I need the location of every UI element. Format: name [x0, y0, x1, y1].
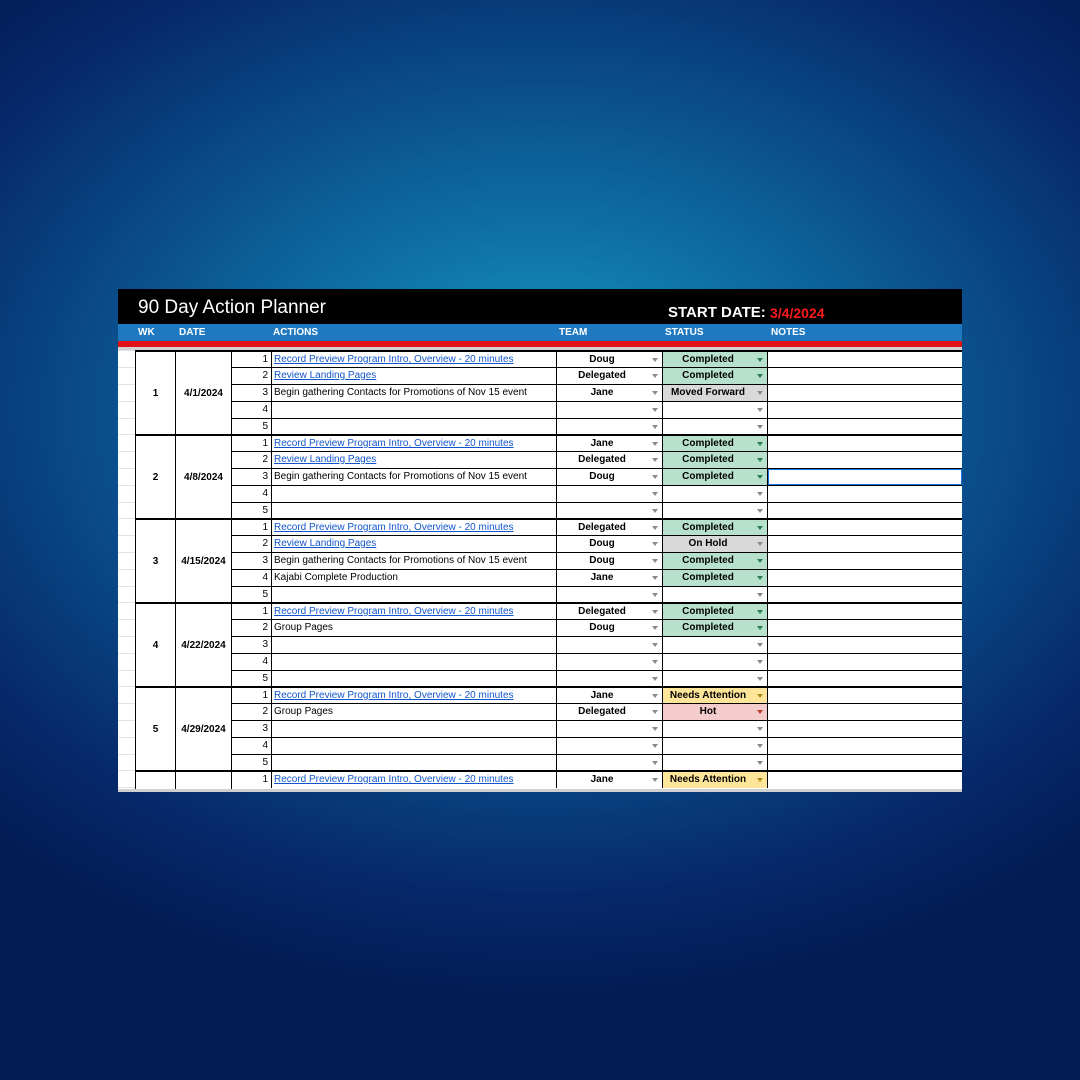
week-number: 5	[152, 724, 159, 735]
status-value: Completed	[682, 354, 734, 365]
status-dropdown[interactable]	[662, 704, 768, 720]
week-date: 4/1/2024	[184, 388, 223, 399]
action-link[interactable]: Review Landing Pages	[274, 370, 377, 381]
notes-cell[interactable]	[768, 637, 962, 653]
status-dropdown[interactable]	[662, 402, 768, 418]
notes-cell[interactable]	[768, 520, 962, 536]
status-dropdown[interactable]	[662, 755, 768, 771]
dropdown-arrow-icon[interactable]	[652, 761, 658, 765]
dropdown-arrow-icon[interactable]	[757, 694, 763, 698]
action-cell[interactable]: Group Pages	[274, 706, 333, 717]
action-number: 3	[232, 721, 272, 737]
table-row	[232, 350, 962, 367]
action-link[interactable]: Record Preview Program Intro, Overview - 20 minutes	[274, 522, 514, 533]
notes-cell[interactable]	[768, 671, 962, 687]
team-value: Jane	[590, 774, 614, 785]
notes-cell[interactable]	[768, 553, 962, 569]
dropdown-arrow-icon[interactable]	[652, 778, 658, 782]
team-dropdown[interactable]	[556, 570, 662, 586]
table-row	[232, 518, 962, 535]
status-dropdown[interactable]	[662, 520, 768, 536]
status-dropdown[interactable]	[662, 469, 768, 485]
notes-cell[interactable]	[768, 452, 962, 468]
status-value: Completed	[682, 471, 734, 482]
dropdown-arrow-icon[interactable]	[757, 643, 763, 647]
dropdown-arrow-icon[interactable]	[757, 626, 763, 630]
action-number: 2	[232, 620, 272, 636]
table-row	[232, 485, 962, 502]
dropdown-arrow-icon[interactable]	[652, 694, 658, 698]
team-dropdown[interactable]	[556, 721, 662, 737]
table-row	[232, 451, 962, 468]
dropdown-arrow-icon[interactable]	[757, 509, 763, 513]
dropdown-arrow-icon[interactable]	[652, 458, 658, 462]
action-number: 3	[232, 469, 272, 485]
notes-cell[interactable]	[768, 402, 962, 418]
action-number: 5	[232, 503, 272, 519]
action-number: 5	[232, 419, 272, 435]
team-dropdown[interactable]	[556, 637, 662, 653]
notes-cell[interactable]	[768, 536, 962, 552]
team-dropdown[interactable]	[556, 385, 662, 401]
notes-cell[interactable]	[768, 419, 962, 435]
status-dropdown[interactable]	[662, 772, 768, 788]
action-number: 1	[232, 436, 272, 452]
status-dropdown[interactable]	[662, 604, 768, 620]
action-number: 1	[232, 604, 272, 620]
dropdown-arrow-icon[interactable]	[652, 391, 658, 395]
action-cell[interactable]	[272, 738, 556, 754]
row-gutter	[118, 434, 135, 518]
action-cell[interactable]	[272, 637, 556, 653]
action-number: 4	[232, 486, 272, 502]
action-link[interactable]: Record Preview Program Intro, Overview - 20 minutes	[274, 354, 514, 365]
action-number: 3	[232, 637, 272, 653]
action-cell[interactable]: Group Pages	[274, 622, 333, 633]
team-dropdown[interactable]	[556, 604, 662, 620]
table-row	[232, 367, 962, 384]
table-row	[232, 754, 962, 771]
notes-cell[interactable]	[768, 654, 962, 670]
team-value: Jane	[590, 572, 614, 583]
week-date: 4/15/2024	[181, 556, 226, 567]
status-dropdown[interactable]	[662, 385, 768, 401]
spreadsheet	[118, 289, 962, 792]
week-date: 4/29/2024	[181, 724, 226, 735]
dropdown-arrow-icon[interactable]	[757, 458, 763, 462]
column-header-row	[118, 324, 962, 341]
column-header-notes: NOTES	[771, 327, 806, 338]
week-date-cell[interactable]	[176, 602, 232, 686]
status-value: Needs Attention	[669, 690, 747, 701]
notes-cell[interactable]	[768, 721, 962, 737]
dropdown-arrow-icon[interactable]	[652, 593, 658, 597]
dropdown-arrow-icon[interactable]	[652, 626, 658, 630]
status-dropdown[interactable]	[662, 368, 768, 384]
team-value: Doug	[589, 555, 615, 566]
action-cell[interactable]	[272, 419, 556, 435]
dropdown-arrow-icon[interactable]	[652, 710, 658, 714]
team-value: Jane	[590, 690, 614, 701]
row-gutter	[118, 350, 135, 434]
action-cell[interactable]	[272, 755, 556, 771]
action-link[interactable]: Record Preview Program Intro, Overview - 20 minutes	[274, 690, 514, 701]
notes-cell[interactable]	[768, 503, 962, 519]
action-cell[interactable]	[272, 721, 556, 737]
status-value: Completed	[682, 438, 734, 449]
dropdown-arrow-icon[interactable]	[757, 492, 763, 496]
table-row	[232, 686, 962, 703]
dropdown-arrow-icon[interactable]	[652, 408, 658, 412]
dropdown-arrow-icon[interactable]	[757, 610, 763, 614]
status-dropdown[interactable]	[662, 721, 768, 737]
column-header-team: TEAM	[559, 327, 588, 338]
week-number-cell[interactable]	[135, 602, 176, 686]
status-value: Completed	[682, 622, 734, 633]
dropdown-arrow-icon[interactable]	[757, 358, 763, 362]
table-row	[232, 468, 962, 485]
week-number: 4	[152, 640, 159, 651]
dropdown-arrow-icon[interactable]	[757, 576, 763, 580]
status-dropdown[interactable]	[662, 688, 768, 704]
team-dropdown[interactable]	[556, 436, 662, 452]
dropdown-arrow-icon[interactable]	[757, 425, 763, 429]
dropdown-arrow-icon[interactable]	[652, 542, 658, 546]
dropdown-arrow-icon[interactable]	[757, 761, 763, 765]
week-block	[118, 434, 962, 518]
week-number-cell[interactable]	[135, 518, 176, 602]
action-number: 1	[232, 772, 272, 788]
status-value: Completed	[682, 454, 734, 465]
table-row	[232, 434, 962, 451]
team-dropdown[interactable]	[556, 520, 662, 536]
team-value: Delegated	[578, 606, 626, 617]
dropdown-arrow-icon[interactable]	[652, 526, 658, 530]
action-cell[interactable]: Kajabi Complete Production	[274, 572, 398, 583]
team-dropdown[interactable]	[556, 671, 662, 687]
dropdown-arrow-icon[interactable]	[652, 610, 658, 614]
notes-cell[interactable]	[768, 352, 962, 368]
status-value: Completed	[682, 370, 734, 381]
dropdown-arrow-icon[interactable]	[757, 442, 763, 446]
planner-title: 90 Day Action Planner	[138, 297, 327, 318]
week-block	[118, 518, 962, 602]
table-row	[232, 384, 962, 401]
dropdown-arrow-icon[interactable]	[757, 374, 763, 378]
status-dropdown[interactable]	[662, 486, 768, 502]
action-number: 1	[232, 688, 272, 704]
column-header-status: STATUS	[665, 327, 704, 338]
action-number: 4	[232, 402, 272, 418]
start-date-value[interactable]: 3/4/2024	[770, 305, 825, 321]
action-number: 3	[232, 553, 272, 569]
dropdown-arrow-icon[interactable]	[652, 358, 658, 362]
team-dropdown[interactable]	[556, 352, 662, 368]
table-row	[232, 535, 962, 552]
action-number: 2	[232, 536, 272, 552]
action-cell[interactable]	[272, 402, 556, 418]
status-dropdown[interactable]	[662, 419, 768, 435]
team-value: Doug	[589, 471, 615, 482]
status-value: Completed	[682, 555, 734, 566]
action-cell[interactable]	[272, 654, 556, 670]
action-number: 2	[232, 368, 272, 384]
dropdown-arrow-icon[interactable]	[652, 660, 658, 664]
dropdown-arrow-icon[interactable]	[757, 778, 763, 782]
week-block	[118, 686, 962, 770]
action-number: 5	[232, 587, 272, 603]
team-value: Doug	[589, 354, 615, 365]
status-dropdown[interactable]	[662, 620, 768, 636]
team-value: Delegated	[578, 454, 626, 465]
status-value: Moved Forward	[671, 387, 745, 398]
action-number: 4	[232, 570, 272, 586]
week-date: 4/8/2024	[184, 472, 223, 483]
title-bar	[118, 289, 962, 324]
week-date: 4/22/2024	[181, 640, 226, 651]
team-value: Delegated	[578, 370, 626, 381]
status-dropdown[interactable]	[662, 553, 768, 569]
team-dropdown[interactable]	[556, 688, 662, 704]
status-value: Hot	[699, 706, 717, 717]
team-dropdown[interactable]	[556, 536, 662, 552]
table-row	[232, 670, 962, 687]
week-block	[118, 602, 962, 686]
action-cell[interactable]	[272, 587, 556, 603]
dropdown-arrow-icon[interactable]	[757, 677, 763, 681]
team-value: Jane	[590, 438, 614, 449]
action-number: 2	[232, 452, 272, 468]
table-row	[232, 770, 962, 787]
table-row	[232, 502, 962, 519]
notes-cell[interactable]	[768, 772, 962, 788]
dropdown-arrow-icon[interactable]	[652, 643, 658, 647]
action-number: 4	[232, 738, 272, 754]
action-number: 3	[232, 385, 272, 401]
dropdown-arrow-icon[interactable]	[757, 744, 763, 748]
team-dropdown[interactable]	[556, 553, 662, 569]
dropdown-arrow-icon[interactable]	[652, 492, 658, 496]
dropdown-arrow-icon[interactable]	[757, 542, 763, 546]
action-cell[interactable]	[272, 486, 556, 502]
table-row	[232, 619, 962, 636]
dropdown-arrow-icon[interactable]	[757, 660, 763, 664]
action-cell[interactable]: Begin gathering Contacts for Promotions of Nov 15 event	[274, 387, 527, 398]
table-row	[232, 569, 962, 586]
team-dropdown[interactable]	[556, 486, 662, 502]
action-number: 2	[232, 704, 272, 720]
notes-cell[interactable]	[768, 587, 962, 603]
table-row	[232, 552, 962, 569]
dropdown-arrow-icon[interactable]	[757, 593, 763, 597]
status-dropdown[interactable]	[662, 536, 768, 552]
action-link[interactable]: Review Landing Pages	[274, 454, 377, 465]
action-cell[interactable]: Begin gathering Contacts for Promotions of Nov 15 event	[274, 555, 527, 566]
status-value: On Hold	[688, 538, 728, 549]
sheet-bottom-edge	[118, 789, 962, 792]
table-row	[232, 586, 962, 603]
notes-cell[interactable]	[768, 688, 962, 704]
row-gutter	[118, 602, 135, 686]
team-dropdown[interactable]	[556, 587, 662, 603]
action-number: 4	[232, 654, 272, 670]
action-number: 1	[232, 520, 272, 536]
team-value: Jane	[590, 387, 614, 398]
team-dropdown[interactable]	[556, 368, 662, 384]
week-date-cell[interactable]	[176, 350, 232, 434]
dropdown-arrow-icon[interactable]	[652, 727, 658, 731]
table-row	[232, 418, 962, 435]
notes-cell[interactable]	[768, 738, 962, 754]
status-value: Completed	[682, 606, 734, 617]
dropdown-arrow-icon[interactable]	[652, 374, 658, 378]
week-number-cell[interactable]	[135, 434, 176, 518]
team-dropdown[interactable]	[556, 738, 662, 754]
row-gutter	[118, 686, 135, 770]
week-date-cell[interactable]	[176, 434, 232, 518]
team-dropdown[interactable]	[556, 452, 662, 468]
dropdown-arrow-icon[interactable]	[757, 408, 763, 412]
dropdown-arrow-icon[interactable]	[757, 391, 763, 395]
row-gutter	[118, 518, 135, 602]
week-number-cell[interactable]	[135, 686, 176, 770]
notes-cell[interactable]	[768, 704, 962, 720]
table-row	[232, 602, 962, 619]
action-cell[interactable]	[272, 503, 556, 519]
status-dropdown[interactable]	[662, 570, 768, 586]
notes-cell[interactable]	[768, 604, 962, 620]
team-value: Doug	[589, 538, 615, 549]
notes-cell[interactable]	[768, 385, 962, 401]
status-value: Completed	[682, 522, 734, 533]
week-block	[118, 350, 962, 434]
table-row	[232, 703, 962, 720]
team-dropdown[interactable]	[556, 419, 662, 435]
team-value: Doug	[589, 622, 615, 633]
dropdown-arrow-icon[interactable]	[652, 475, 658, 479]
notes-cell[interactable]	[768, 368, 962, 384]
status-dropdown[interactable]	[662, 436, 768, 452]
team-value: Delegated	[578, 706, 626, 717]
team-dropdown[interactable]	[556, 772, 662, 788]
status-dropdown[interactable]	[662, 654, 768, 670]
status-value: Completed	[682, 572, 734, 583]
table-row	[232, 636, 962, 653]
week-date-cell[interactable]	[176, 686, 232, 770]
dropdown-arrow-icon[interactable]	[757, 526, 763, 530]
team-dropdown[interactable]	[556, 503, 662, 519]
action-link[interactable]: Record Preview Program Intro, Overview - 20 minutes	[274, 606, 514, 617]
dropdown-arrow-icon[interactable]	[652, 576, 658, 580]
week-number: 2	[152, 472, 159, 483]
status-dropdown[interactable]	[662, 587, 768, 603]
column-header-actions: ACTIONS	[273, 327, 318, 338]
column-header-wk: WK	[138, 327, 155, 338]
action-number: 5	[232, 755, 272, 771]
table-row	[232, 737, 962, 754]
notes-cell[interactable]	[768, 755, 962, 771]
week-number: 3	[152, 556, 159, 567]
notes-cell[interactable]	[768, 469, 962, 485]
action-cell[interactable]	[272, 671, 556, 687]
action-cell[interactable]: Begin gathering Contacts for Promotions of Nov 15 event	[274, 471, 527, 482]
action-link[interactable]: Record Preview Program Intro, Overview - 20 minutes	[274, 774, 514, 785]
dropdown-arrow-icon[interactable]	[757, 710, 763, 714]
team-dropdown[interactable]	[556, 755, 662, 771]
status-dropdown[interactable]	[662, 738, 768, 754]
team-value: Delegated	[578, 522, 626, 533]
week-number: 1	[152, 388, 159, 399]
dropdown-arrow-icon[interactable]	[652, 677, 658, 681]
start-date-label: START DATE:	[668, 304, 766, 321]
status-dropdown[interactable]	[662, 503, 768, 519]
notes-cell[interactable]	[768, 436, 962, 452]
action-link[interactable]: Record Preview Program Intro, Overview - 20 minutes	[274, 438, 514, 449]
dropdown-arrow-icon[interactable]	[652, 744, 658, 748]
status-dropdown[interactable]	[662, 637, 768, 653]
team-dropdown[interactable]	[556, 620, 662, 636]
table-row	[232, 720, 962, 737]
status-dropdown[interactable]	[662, 352, 768, 368]
team-dropdown[interactable]	[556, 704, 662, 720]
team-dropdown[interactable]	[556, 402, 662, 418]
dropdown-arrow-icon[interactable]	[757, 475, 763, 479]
notes-cell[interactable]	[768, 486, 962, 502]
action-number: 5	[232, 671, 272, 687]
week-date-cell[interactable]	[176, 518, 232, 602]
column-header-date: DATE	[179, 327, 206, 338]
dropdown-arrow-icon[interactable]	[652, 442, 658, 446]
dropdown-arrow-icon[interactable]	[757, 559, 763, 563]
status-dropdown[interactable]	[662, 671, 768, 687]
team-dropdown[interactable]	[556, 469, 662, 485]
action-number: 1	[232, 352, 272, 368]
table-row	[232, 401, 962, 418]
table-row	[232, 653, 962, 670]
action-link[interactable]: Review Landing Pages	[274, 538, 377, 549]
dropdown-arrow-icon[interactable]	[652, 425, 658, 429]
week-number-cell[interactable]	[135, 350, 176, 434]
team-dropdown[interactable]	[556, 654, 662, 670]
notes-cell[interactable]	[768, 570, 962, 586]
dropdown-arrow-icon[interactable]	[652, 509, 658, 513]
dropdown-arrow-icon[interactable]	[652, 559, 658, 563]
notes-cell[interactable]	[768, 620, 962, 636]
status-value: Needs Attention	[669, 774, 747, 785]
status-dropdown[interactable]	[662, 452, 768, 468]
dropdown-arrow-icon[interactable]	[757, 727, 763, 731]
